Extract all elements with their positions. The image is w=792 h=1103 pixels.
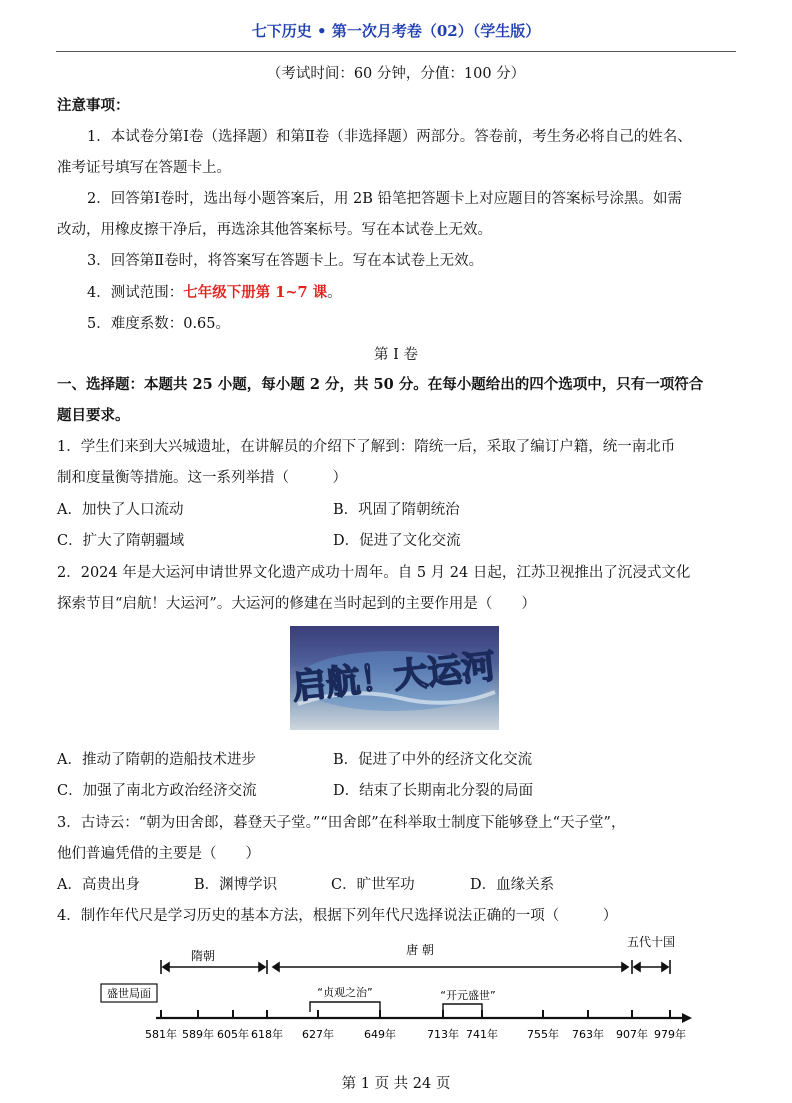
q2-option-d: D．结束了长期南北分裂的局面 — [333, 783, 534, 799]
q1-stem-line-2: 制和度量衡等措施。这一系列举措（ ） — [57, 470, 347, 486]
q1-stem-line-1: 1．学生们来到大兴城遗址，在讲解员的介绍下了解到：隋统一后，采取了编订户籍，统一南北币 — [57, 439, 676, 455]
q2-option-c: C．加强了南北方政治经济交流 — [57, 783, 257, 799]
timeline-year-label: 589年 — [182, 1028, 214, 1041]
program-logo-text: 启航！大运河 — [290, 646, 498, 708]
q1-option-b: B．巩固了隋朝统治 — [333, 502, 460, 518]
q3-option-a: A．高贵出身 — [57, 877, 140, 893]
timeline-year-label: 907年 — [616, 1028, 648, 1041]
timeline-year-label: 755年 — [527, 1028, 559, 1041]
notice-item-1-line-1: 1．本试卷分第Ⅰ卷（选择题）和第Ⅱ卷（非选择题）两部分。答卷前，考生务必将自己的姓名、 — [87, 129, 692, 145]
timeline-year-label: 627年 — [302, 1028, 334, 1041]
period-tang-label: 唐 朝 — [406, 943, 434, 957]
timeline-year-label: 741年 — [466, 1028, 498, 1041]
timeline-year-label: 618年 — [251, 1028, 283, 1041]
page-footer: 第 1 页 共 24 页 — [341, 1076, 451, 1092]
timeline-year-label: 605年 — [217, 1028, 249, 1041]
header-divider — [56, 51, 736, 52]
dynasty-timeline — [100, 932, 710, 1050]
q2-option-b: B．促进了中外的经济文化交流 — [333, 752, 533, 768]
q2-stem-line-1: 2．2024 年是大运河申请世界文化遗产成功十周年。自 5 月 24 日起，江苏卫视推出了沉浸式文化 — [57, 565, 691, 581]
q3-option-d: D．血缘关系 — [470, 877, 555, 893]
notice-item-4 — [87, 281, 342, 302]
timeline-year-label: 979年 — [654, 1028, 686, 1041]
program-logo-graphic — [290, 626, 499, 730]
section-heading-line-2: 题目要求。 — [57, 407, 130, 424]
q2-option-a: A．推动了隋朝的造船技术进步 — [57, 752, 256, 768]
notice-item-3: 3．回答第Ⅱ卷时，将答案写在答题卡上。写在本试卷上无效。 — [87, 253, 484, 269]
section-heading-line-1: 一、选择题：本题共 25 小题，每小题 2 分，共 50 分。在每小题给出的四个选项中，只有一项符合 — [57, 376, 704, 393]
page-header-title: 七下历史 • 第一次月考卷（02）（学生版） — [251, 22, 541, 40]
era-kaiyuan-bracket — [443, 1004, 482, 1012]
period-wudai-label: 五代十国 — [626, 935, 676, 949]
q2-stem-line-2: 探索节目“启航！大运河”。大运河的修建在当时起到的主要作用是（ ） — [57, 596, 536, 612]
prosperity-box-label: 盛世局面 — [107, 987, 151, 1000]
timeline-year-label: 713年 — [427, 1028, 459, 1041]
era-kaiyuan-label: “开元盛世” — [440, 989, 496, 1002]
q1-option-a: A．加快了人口流动 — [57, 502, 184, 518]
q3-stem-line-1: 3．古诗云：“朝为田舍郎，暮登天子堂。”“田舍郎”在科举取士制度下能够登上“天子堂”， — [57, 815, 626, 831]
notice-item-4-prefix: 4．测试范围： — [87, 285, 184, 301]
era-zhenguan-label: “贞观之治” — [317, 986, 373, 999]
test-range: 七年级下册第 1~7 课 — [183, 284, 328, 301]
exam-info: （考试时间：60 分钟，分值：100 分） — [266, 66, 526, 82]
q1-option-c: C．扩大了隋朝疆域 — [57, 533, 185, 549]
q3-option-c: C．旷世军功 — [331, 877, 415, 893]
program-logo-image — [290, 626, 499, 730]
q1-option-d: D．促进了文化交流 — [333, 533, 461, 549]
volume-label: 第 I 卷 — [374, 347, 418, 363]
period-sui-label: 隋朝 — [190, 949, 216, 963]
era-zhenguan-bracket — [310, 1002, 380, 1012]
q4-stem-line-1: 4．制作年代尺是学习历史的基本方法，根据下列年代尺选择说法正确的一项（ ） — [57, 908, 618, 924]
notice-item-1-line-2: 准考证号填写在答题卡上。 — [57, 160, 231, 176]
notice-item-4-suffix: 。 — [327, 285, 342, 301]
q3-stem-line-2: 他们普遍凭借的主要是（ ） — [57, 846, 260, 862]
timeline-year-label: 763年 — [572, 1028, 604, 1041]
timeline-axis-arrow — [682, 1013, 692, 1023]
q3-option-b: B．渊博学识 — [194, 877, 278, 893]
notice-heading: 注意事项： — [57, 97, 130, 114]
timeline-year-label: 581年 — [145, 1028, 177, 1041]
notice-item-5: 5．难度系数：0.65。 — [87, 316, 231, 332]
timeline-year-label: 649年 — [364, 1028, 396, 1041]
notice-item-2-line-2: 改动，用橡皮擦干净后，再选涂其他答案标号。写在本试卷上无效。 — [57, 222, 492, 238]
notice-item-2-line-1: 2．回答第Ⅰ卷时，选出每小题答案后，用 2B 铅笔把答题卡上对应题目的答案标号涂黑。如需 — [87, 191, 683, 207]
